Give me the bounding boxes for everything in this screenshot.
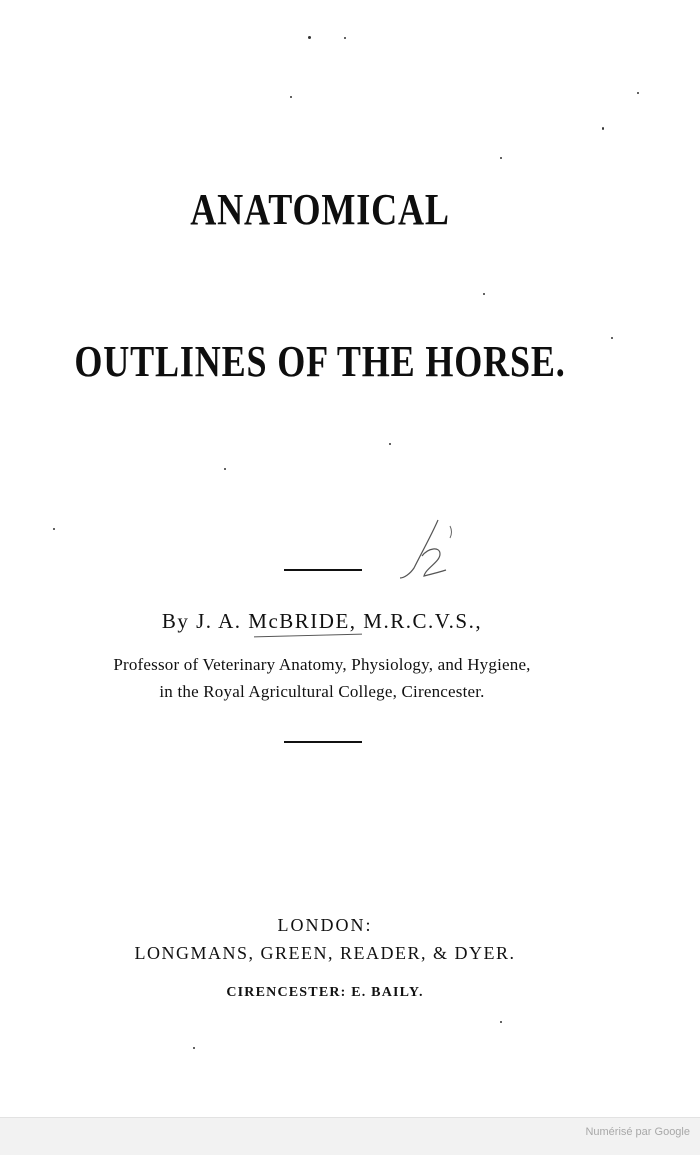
imprint-local-seller: CIRENCESTER: E. BAILY. <box>226 985 424 1000</box>
scan-speck <box>483 293 485 295</box>
scan-speck <box>389 443 391 445</box>
scan-speck <box>611 337 613 339</box>
author-line <box>0 606 644 636</box>
scan-speck <box>224 468 226 470</box>
scan-speck <box>290 96 292 98</box>
scan-speck <box>308 36 311 39</box>
scan-speck <box>53 528 55 530</box>
viewer-footer-bar <box>0 1117 700 1155</box>
scan-speck <box>500 157 502 159</box>
scan-speck <box>602 127 604 130</box>
divider-rule <box>284 741 362 743</box>
book-title-line-2: OUTLINES OF THE HORSE. <box>74 337 566 386</box>
imprint-city: LONDON: <box>277 915 373 935</box>
scan-speck <box>500 1021 502 1023</box>
book-title-line-1: ANATOMICAL <box>190 185 450 234</box>
divider-rule <box>284 569 362 571</box>
handwritten-mark <box>392 516 462 586</box>
scan-speck <box>344 37 346 39</box>
digitization-credit: Numérisé par Google <box>585 1126 690 1138</box>
scan-speck <box>637 92 639 94</box>
scan-speck <box>193 1047 195 1049</box>
imprint-publisher: LONGMANS, GREEN, READER, & DYER. <box>134 943 516 963</box>
pencil-underline <box>254 634 362 638</box>
author-affiliation-line-1: Professor of Veterinary Anatomy, Physiology, and Hygiene, <box>113 655 531 674</box>
author-text: By J. A. McBRIDE, M.R.C.V.S., <box>161 609 483 633</box>
author-affiliation-line-2: in the Royal Agricultural College, Cirencester. <box>159 682 485 701</box>
